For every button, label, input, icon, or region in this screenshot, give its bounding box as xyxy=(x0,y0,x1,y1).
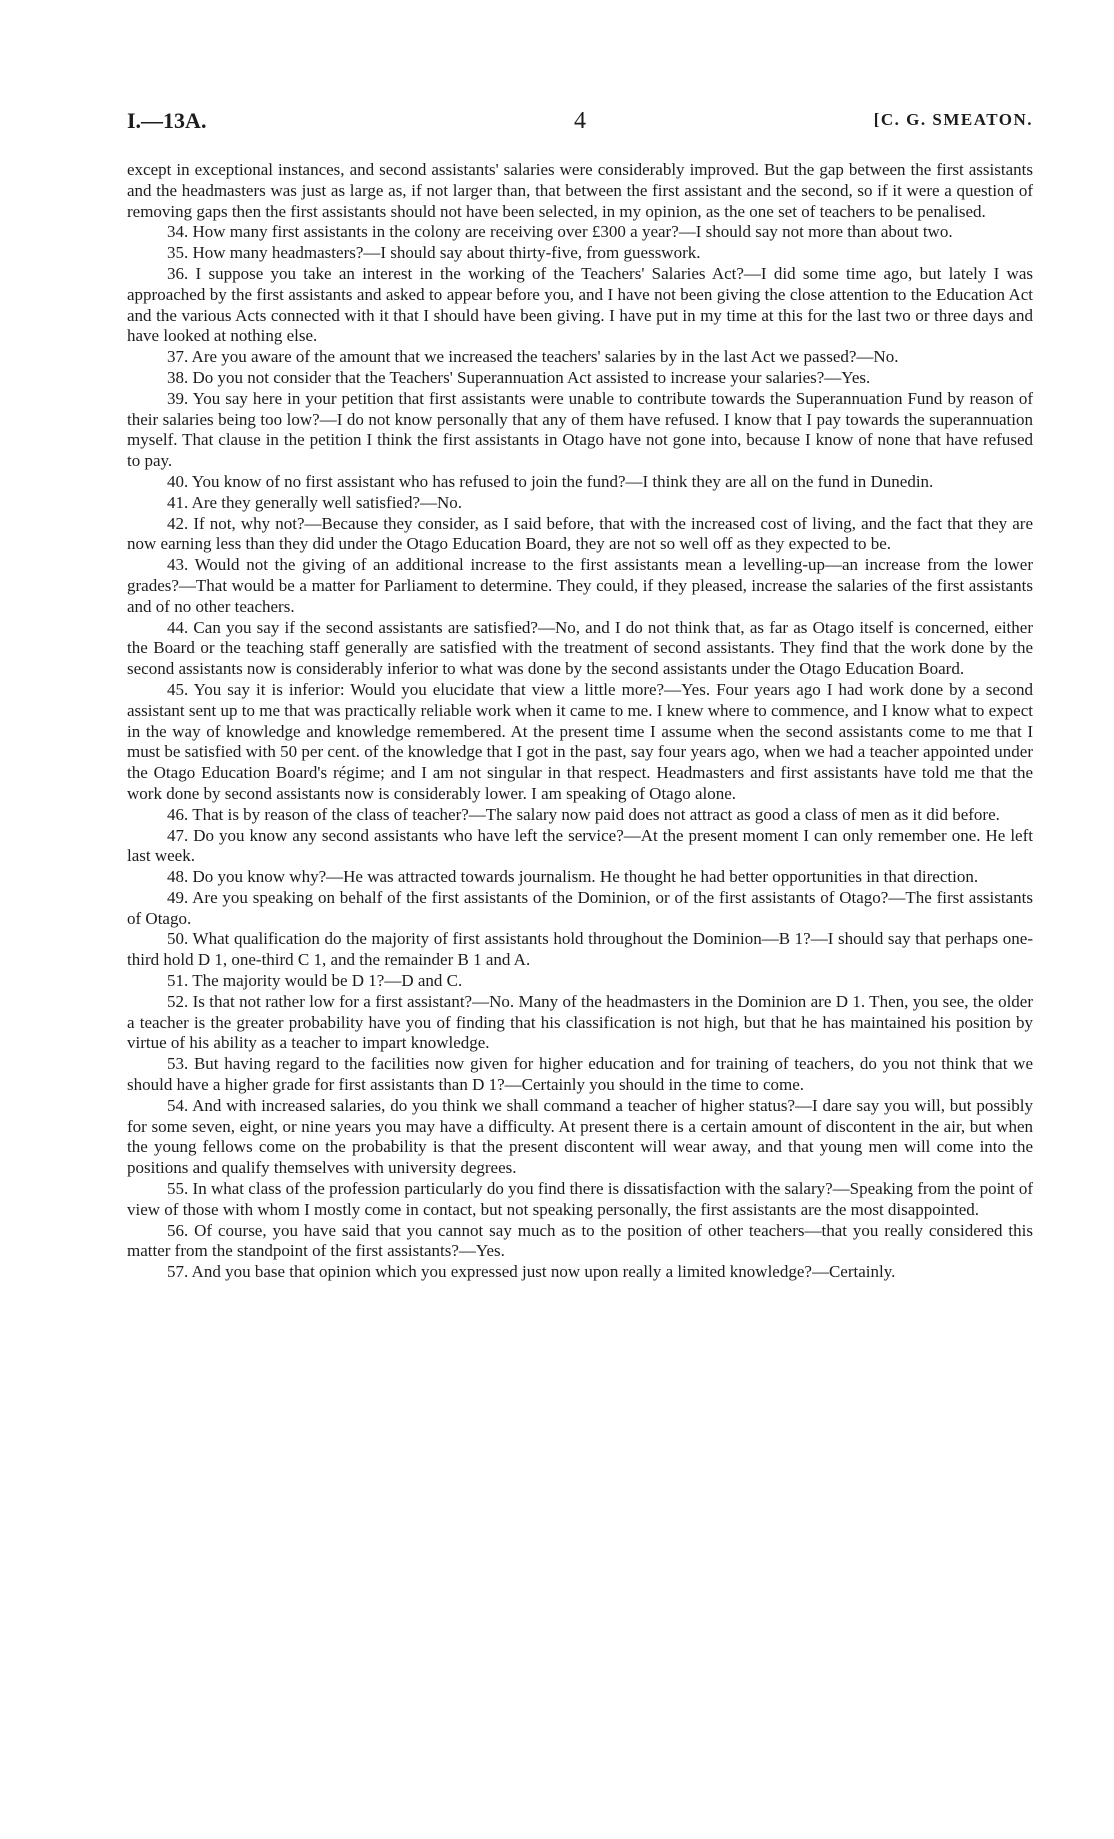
question-44: 44. Can you say if the second assistants are satisfied?—No, and I do not think that, as far as Otago itself is concerned, either the Board or the teaching staff generally are satisfied with the treatment of second assistants. They find that the work done by the second assistants now is considerably inferior to what was done by the second assistants under the Otago Education Board. xyxy=(127,617,1033,679)
question-42: 42. If not, why not?—Because they consider, as I said before, that with the increased cost of living, and the fact that they are now earning less than they did under the Otago Education Board, they are not so well off as they expected to be. xyxy=(127,513,1033,554)
question-56: 56. Of course, you have said that you cannot say much as to the position of other teachers—that you really considered this matter from the standpoint of the first assistants?—Yes. xyxy=(127,1220,1033,1261)
question-53: 53. But having regard to the facilities now given for higher education and for training of teachers, do you not think that we should have a higher grade for first assistants than D 1?—Certainly you should in the time to come. xyxy=(127,1054,1033,1095)
question-43: 43. Would not the giving of an additional increase to the first assistants mean a levelling-up—an increase from the lower grades?—That would be a matter for Parliament to determine. They could, if they pleased, increase the salaries of the first assistants and of no other teachers. xyxy=(127,555,1033,616)
question-38: 38. Do you not consider that the Teachers' Superannuation Act assisted to increase your salaries?—Yes. xyxy=(167,367,871,387)
question-57: 57. And you base that opinion which you expressed just now upon really a limited knowledge?—Certainly. xyxy=(167,1262,896,1282)
question-49: 49. Are you speaking on behalf of the first assistants of the Dominion, or of the first assistants of Otago?—The first assistants of Otago. xyxy=(127,887,1033,928)
question-34: 34. How many first assistants in the colony are receiving over £300 a year?—I should say not more than about two. xyxy=(167,222,953,242)
question-52: 52. Is that not rather low for a first assistant?—No. Many of the headmasters in the Dominion are D 1. Then, you see, the older a teacher is the greater probability have you of finding that his classification is not high, but that he has maintained his position by virtue of his ability as a teacher to impart knowledge. xyxy=(127,991,1033,1053)
witness-name: [C. G. SMEATON. xyxy=(873,110,1033,129)
paper-reference: I.—13A. xyxy=(127,108,207,133)
question-46: 46. That is by reason of the class of teacher?—The salary now paid does not attract as good a class of men as it did before. xyxy=(167,804,1000,824)
question-36: 36. I suppose you take an interest in the working of the Teachers' Salaries Act?—I did some time ago, but lately I was approached by the first assistants and asked to appear before you, and I have not been giving the close attention to the Education Act and the various Acts connected with it that I should have been giving. I have put in my time at this for the last two or three days and have looked at nothing else. xyxy=(127,263,1033,346)
document-body xyxy=(127,160,1033,1283)
page-number: 4 xyxy=(574,108,586,134)
question-40: 40. You know of no first assistant who has refused to join the fund?—I think they are all on the fund in Dunedin. xyxy=(167,471,934,491)
question-50: 50. What qualification do the majority of first assistants hold throughout the Dominion—B 1?—I should say that perhaps one-third hold D 1, one-third C 1, and the remainder B 1 and A. xyxy=(127,929,1033,970)
question-48: 48. Do you know why?—He was attracted towards journalism. He thought he had better opportunities in that direction. xyxy=(167,867,979,887)
question-39: 39. You say here in your petition that first assistants were unable to contribute towards the Superannuation Fund by reason of their salaries being too low?—I do not know personally that any of them have refused. I know that I pay towards the superannuation myself. That clause in the petition I think the first assistants in Otago have not gone into, because I know of none that have refused to pay. xyxy=(127,388,1033,471)
page-header xyxy=(127,108,1033,140)
question-55: 55. In what class of the profession particularly do you find there is dissatisfaction with the salary?—Speaking from the point of view of those with whom I mostly come in contact, but not speaking personally, the first assistants are the most disappointed. xyxy=(127,1179,1033,1219)
question-35: 35. How many headmasters?—I should say about thirty-five, from guesswork. xyxy=(167,243,701,263)
question-54: 54. And with increased salaries, do you think we shall command a teacher of higher status?—I dare say you will, but possibly for some seven, eight, or nine years you may have a difficulty. At present there is a certain amount of discontent in the air, but when the young fellows come on the probability is that the present discontent will wear away, and that young men will come into the positions and qualify themselves with university degrees. xyxy=(127,1095,1033,1178)
question-37: 37. Are you aware of the amount that we increased the teachers' salaries by in the last Act we passed?—No. xyxy=(167,347,899,367)
paragraph-continuation: except in exceptional instances, and second assistants' salaries were considerably improved. But the gap between the first assistants and the headmasters was just as large as, if not larger than, that between the first assistant and the second, so if it were a question of removing gaps then the first assistants should not have been selected, in my opinion, as the one set of teachers to be penalised. xyxy=(127,160,1033,221)
question-47: 47. Do you know any second assistants who have left the service?—At the present moment I can only remember one. He left last week. xyxy=(127,825,1033,866)
question-45: 45. You say it is inferior: Would you elucidate that view a little more?—Yes. Four years ago I had work done by a second assistant sent up to me that was practically reliable work when it came to me. I knew where to commence, and I know what to expect in the way of knowledge and knowledge remembered. At the present time I assume when the second assistants come to me that I must be satisfied with 50 per cent. of the knowledge that I got in the past, say four years ago, when we had a teacher appointed under the Otago Education Board's régime; and I am not singular in that respect. Headmasters and first assistants have told me that the work done by second assistants now is considerably lower. I am speaking of Otago alone. xyxy=(127,679,1033,803)
question-51: 51. The majority would be D 1?—D and C. xyxy=(167,971,463,991)
question-41: 41. Are they generally well satisfied?—No. xyxy=(167,492,463,512)
